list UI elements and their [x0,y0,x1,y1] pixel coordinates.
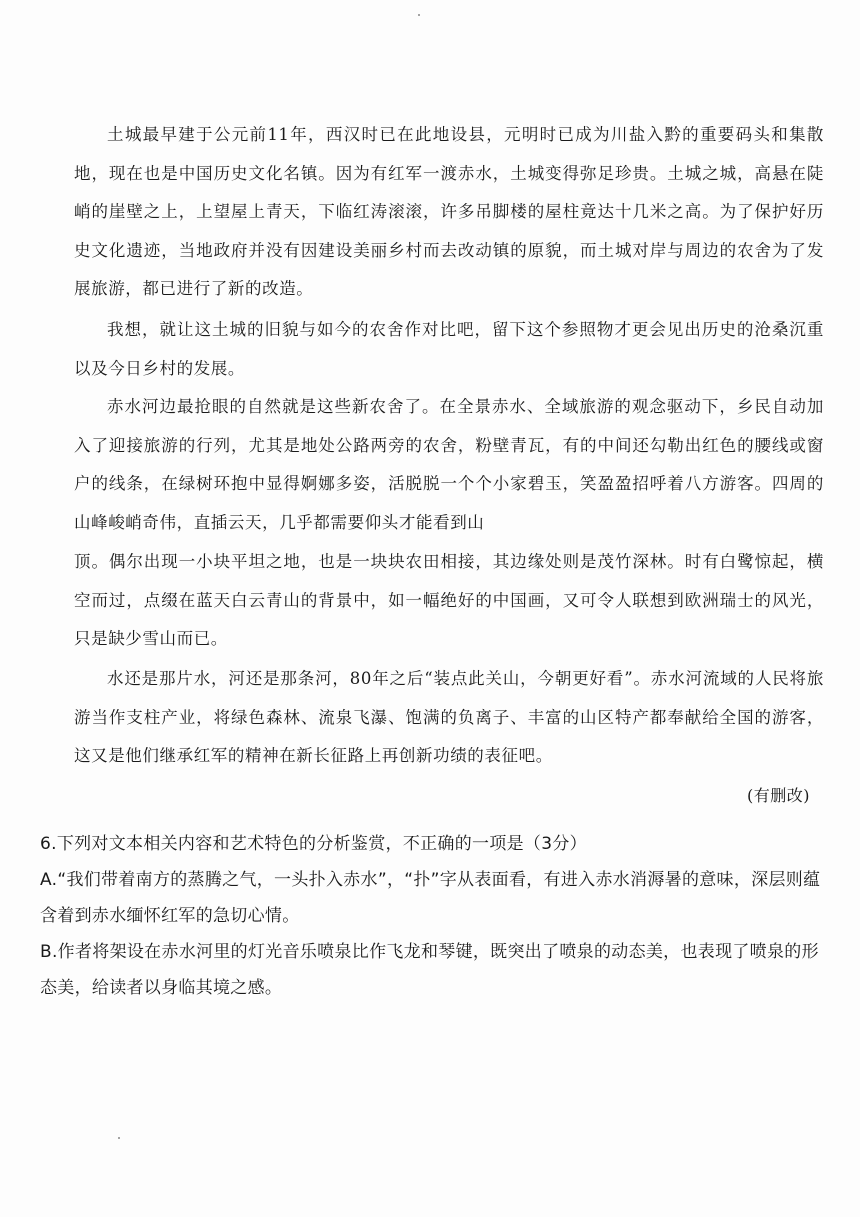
passage-paragraph-4: 水还是那片水，河还是那条河，80年之后“装点此关山，今朝更好看”。赤水河流域的人民将旅游当作支柱产业，将绿色森林、流泉飞瀑、饱满的负离子、丰富的山区特产都奉献给全国的游客，这又是他们继承红军的精神在新长征路上再创新功绩的表征吧。 [74,669,824,765]
passage-paragraph-2: 我想，就让这土城的旧貌与如今的农舍作对比吧，留下这个参照物才更会见出历史的沧桑沉重以及今日乡村的发展。 [74,320,824,378]
revision-note: (有删改) [747,786,810,805]
question-option-b: B.作者将架设在赤水河里的灯光音乐喷泉比作飞龙和琴键，既突出了喷泉的动态美，也表现了喷泉的形态美，给读者以身临其境之感。 [40,942,819,998]
passage-paragraph-1: 土城最早建于公元前11年，西汉时已在此地设县，元明时已成为川盐入黔的重要码头和集散地，现在也是中国历史文化名镇。因为有红军一渡赤水，土城变得弥足珍贵。土城之城，高悬在陡峭的崖壁之上，上望屋上青天，下临红涛滚滚，许多吊脚楼的屋柱竟达十几米之高。为了保护好历史文化遗迹，当地政府并没有因建设美丽乡村而去改动镇的原貌，而土城对岸与周边的农舍为了发展旅游，都已进行了新的改造。 [74,125,824,298]
passage-paragraph-3-continued: 顶。偶尔出现一小块平坦之地，也是一块块农田相接，其边缘处则是茂竹深林。时有白鹭惊起，横空而过，点缀在蓝天白云青山的背景中，如一幅绝好的中国画，又可令人联想到欧洲瑞士的风光，只是缺少雪山而已。 [74,552,824,648]
question-stem: 6.下列对文本相关内容和艺术特色的分析鉴赏，不正确的一项是（3分） [40,834,587,854]
scan-speck [118,1137,120,1139]
scan-speck [418,14,420,16]
passage-paragraph-3: 赤水河边最抢眼的自然就是这些新农舍了。在全景赤水、全域旅游的观念驱动下，乡民自动加入了迎接旅游的行列，尤其是地处公路两旁的农舍，粉壁青瓦，有的中间还勾勒出红色的腰线或窗户的线条，在绿树环抱中显得婀娜多姿，活脱脱一个个小家碧玉，笑盈盈招呼着八方游客。四周的山峰峻峭奇伟，直插云天，几乎都需要仰头才能看到山 [74,397,824,532]
question-option-a: A.“我们带着南方的蒸腾之气，一头扑入赤水”，“扑”字从表面看，有进入赤水消溽暑的意味，深层则蕴含着到赤水缅怀红军的急切心情。 [40,870,821,926]
